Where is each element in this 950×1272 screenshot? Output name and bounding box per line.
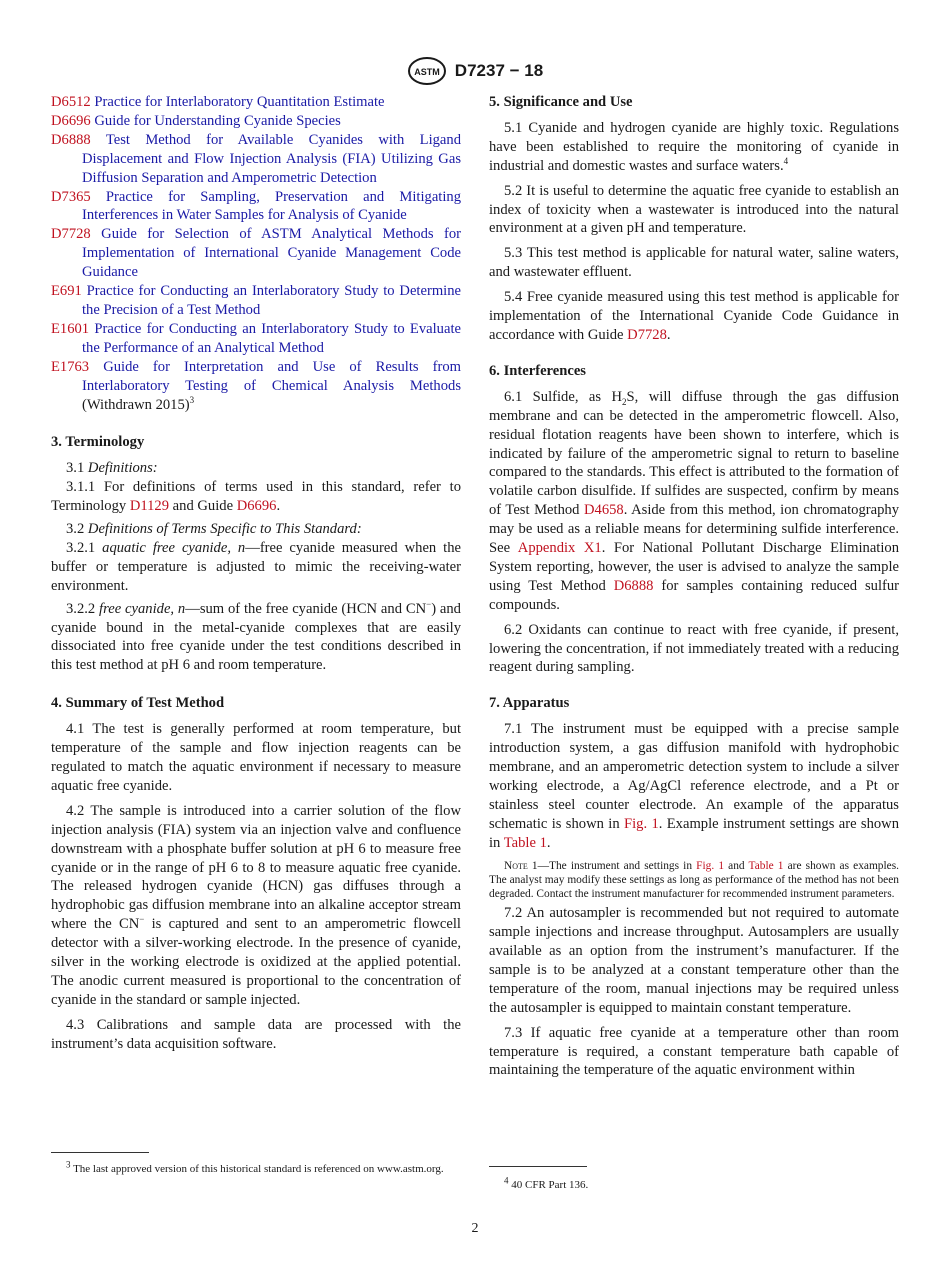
section-heading-terminology: 3. Terminology bbox=[51, 434, 145, 451]
section-heading-interferences: 6. Interferences bbox=[489, 362, 586, 379]
para-4-1: 4.1 The test is generally performed at room temperature, but temperature of the sample and flow injection reagents can be regulated to match the aquatic environment if necessary to measure aquatic free cyanide. bbox=[51, 721, 461, 794]
section-heading-significance: 5. Significance and Use bbox=[489, 94, 633, 110]
para-4-3: 4.3 Calibrations and sample data are processed with the instrument’s data acquisition software. bbox=[51, 1016, 461, 1052]
link-table-1[interactable]: Table 1 bbox=[503, 834, 547, 851]
para-6-2: 6.2 Oxidants can continue to react with free cyanide, if present, lowering the concentration, if not immediately treated with a reducing reagent during sampling. bbox=[489, 621, 899, 676]
para-3-2-2: 3.2.2 free cyanide, n—sum of the free cyanide (HCN and CN−) and cyanide bound in the metal-cyanide complexes that are easily dissociated into free cyanide under the test conditions described in this test method at pH 6 and room temperature. bbox=[51, 598, 461, 674]
ref-item[interactable]: E691 Practice for Conducting an Interlaboratory Study to Determine the Precision of a Test Method bbox=[51, 283, 462, 318]
para-5-2: 5.2 It is useful to determine the aquatic free cyanide to establish an index of toxicity when a wastewater is introduced into the natural environment at a given pH and temperature. bbox=[489, 182, 899, 237]
logo-text: ASTM bbox=[414, 67, 440, 77]
ref-item[interactable]: D6696 Guide for Understanding Cyanide Species bbox=[51, 112, 341, 129]
para-3-1: 3.1 Definitions: bbox=[66, 460, 158, 477]
ref-item[interactable]: D7365 Practice for Sampling, Preservation and Mitigating Interferences in Water Samples for Analysis of Cyanide bbox=[51, 188, 461, 224]
para-7-3: 7.3 If aquatic free cyanide at a temperature other than room temperature is required, a constant temperature bath capable of maintaining the temperature of the aquatic environment within bbox=[489, 1024, 899, 1079]
section-heading-summary: 4. Summary of Test Method bbox=[51, 695, 225, 712]
section-heading-apparatus: 7. Apparatus bbox=[489, 695, 570, 712]
referenced-documents bbox=[51, 93, 461, 414]
para-5-4: 5.4 Free cyanide measured using this test method is applicable for implementation of the International Cyanide Code Guidance in accordance with Guide D7728. bbox=[489, 289, 899, 343]
ref-item[interactable]: D7728 Guide for Selection of ASTM Analytical Methods for Implementation of International Cyanide Management Code Guidance bbox=[51, 226, 461, 281]
link-d6888[interactable]: D6888 bbox=[613, 577, 654, 594]
para-7-1: 7.1 The instrument must be equipped with a precise sample introduction system, a gas diffusion manifold with hydrophobic membrane, and an amperometric detection system to include a silver working electrode, a Ag/AgCl reference electrode, and a Pt or stainless steel counter electrode. An example of the apparatus schematic is shown in Fig. 1. Example instrument settings are shown in Table 1. bbox=[489, 721, 900, 851]
footnote-rule-left bbox=[51, 1152, 149, 1153]
ref-item[interactable]: E1601 Practice for Conducting an Interlaboratory Study to Evaluate the Performance of an Analytical Method bbox=[51, 320, 461, 356]
para-4-2: 4.2 The sample is introduced into a carrier solution of the flow injection analysis (FIA) system via an injection valve and confluence downstream with a phosphate buffer solution at pH 6 to measure free cyanide or in the range of pH 6 to 8 to measure aquatic free cyanide. The released hydrogen cyanide (HCN) gas diffuses through a hydrophobic gas diffusion membrane into an alkaline acceptor stream where the CN− is captured and sent to an amperometric flowcell detector with a silver-working electrode. In the presence of cyanide, silver in the working electrode is oxidized at the applied potential. The anodic current measured is proportional to the concentration of cyanide in the standard or sample injected. bbox=[51, 802, 461, 1008]
ref-item[interactable]: D6888 Test Method for Available Cyanides with Ligand Displacement and Flow Injection Analysis (FIA) Utilizing Gas Diffusion Separation and Amperometric Detection bbox=[51, 131, 461, 186]
para-3-2: 3.2 Definitions of Terms Specific to This Standard: bbox=[66, 521, 362, 538]
link-d6696[interactable]: D6696 bbox=[236, 498, 277, 515]
para-7-2: 7.2 An autosampler is recommended but not required to automate sample injections and increase throughput. Autosamplers are usually available as an option from the instrument’s manufacturer. If the sample is to be analyzed at a constant temperature other than the temperature of the room, manual injections may be required unless the autosampler is equipped to maintain constant temperature. bbox=[489, 905, 899, 1016]
left-column bbox=[51, 93, 461, 1054]
ref-item[interactable]: E1763 Guide for Interpretation and Use of Results from Interlaboratory Testing of Chemical Analysis Methods (Withdrawn 2015)$^3$ bbox=[51, 358, 462, 413]
para-3-2-1: 3.2.1 aquatic free cyanide, n—free cyanide measured when the buffer or temperature is adjusted to mimic the receiving-water environment. bbox=[51, 539, 461, 594]
link-table-1[interactable]: Table 1 bbox=[748, 859, 784, 872]
page-number: 2 bbox=[471, 1221, 479, 1236]
page-header bbox=[0, 56, 950, 86]
para-5-1: 5.1 Cyanide and hydrogen cyanide are highly toxic. Regulations have been established to require the monitoring of cyanide in industrial and domestic wastes and surface waters.$^4$ bbox=[489, 119, 899, 174]
note-1: Note 1—The instrument and settings in Fig. 1 and Table 1 are shown as examples. The analyst may modify these settings as long as performance of the method has not been degraded. Contact the instrument manufacturer for recommended instrument parameters. bbox=[489, 859, 899, 901]
link-fig-1[interactable]: Fig. 1 bbox=[696, 859, 725, 872]
footnote-3: $^3$ The last approved version of this historical standard is referenced on www.astm.org. bbox=[66, 1159, 444, 1175]
right-column bbox=[489, 93, 899, 1080]
para-3-1-1: 3.1.1 For definitions of terms used in this standard, refer to Terminology D1129 and Guide D6696. bbox=[51, 479, 461, 515]
link-d4658[interactable]: D4658 bbox=[584, 502, 624, 519]
standard-designation: D7237 − 18 bbox=[454, 61, 544, 80]
footnote-rule-right bbox=[489, 1166, 587, 1167]
astm-logo-icon bbox=[407, 56, 447, 86]
link-appendix-x1[interactable]: Appendix X1 bbox=[517, 540, 602, 557]
link-d1129[interactable]: D1129 bbox=[129, 498, 170, 515]
footnote-4: $^4$ 40 CFR Part 136. bbox=[504, 1175, 589, 1191]
link-d7728[interactable]: D7728 bbox=[627, 326, 667, 343]
para-5-3: 5.3 This test method is applicable for natural water, saline waters, and wastewater effluent. bbox=[489, 245, 899, 281]
link-fig-1[interactable]: Fig. 1 bbox=[623, 815, 659, 832]
para-6-1: 6.1 Sulfide, as $H_2S$, will diffuse through the gas diffusion membrane and can be detected in the amperometric flowcell. Also, residual flotation reagents have been shown to interfere, which is indicated by failure of the amperometric signal to return to baseline compared to the standards. This effect is attributed to the formation of volatile carbon disulfide. If sulfides are suspected, confirm by means of Test Method D4658. Aside from this method, ion chromatography may be used as a reliable means for determining sulfide interference. See Appendix X1. For National Pollutant Discharge Elimination System reporting, however, the user is advised to analyze the sample using Test Method D6888 for samples containing reduced sulfur compounds. bbox=[489, 388, 900, 613]
ref-item[interactable]: D6512 Practice for Interlaboratory Quantitation Estimate bbox=[51, 94, 385, 110]
